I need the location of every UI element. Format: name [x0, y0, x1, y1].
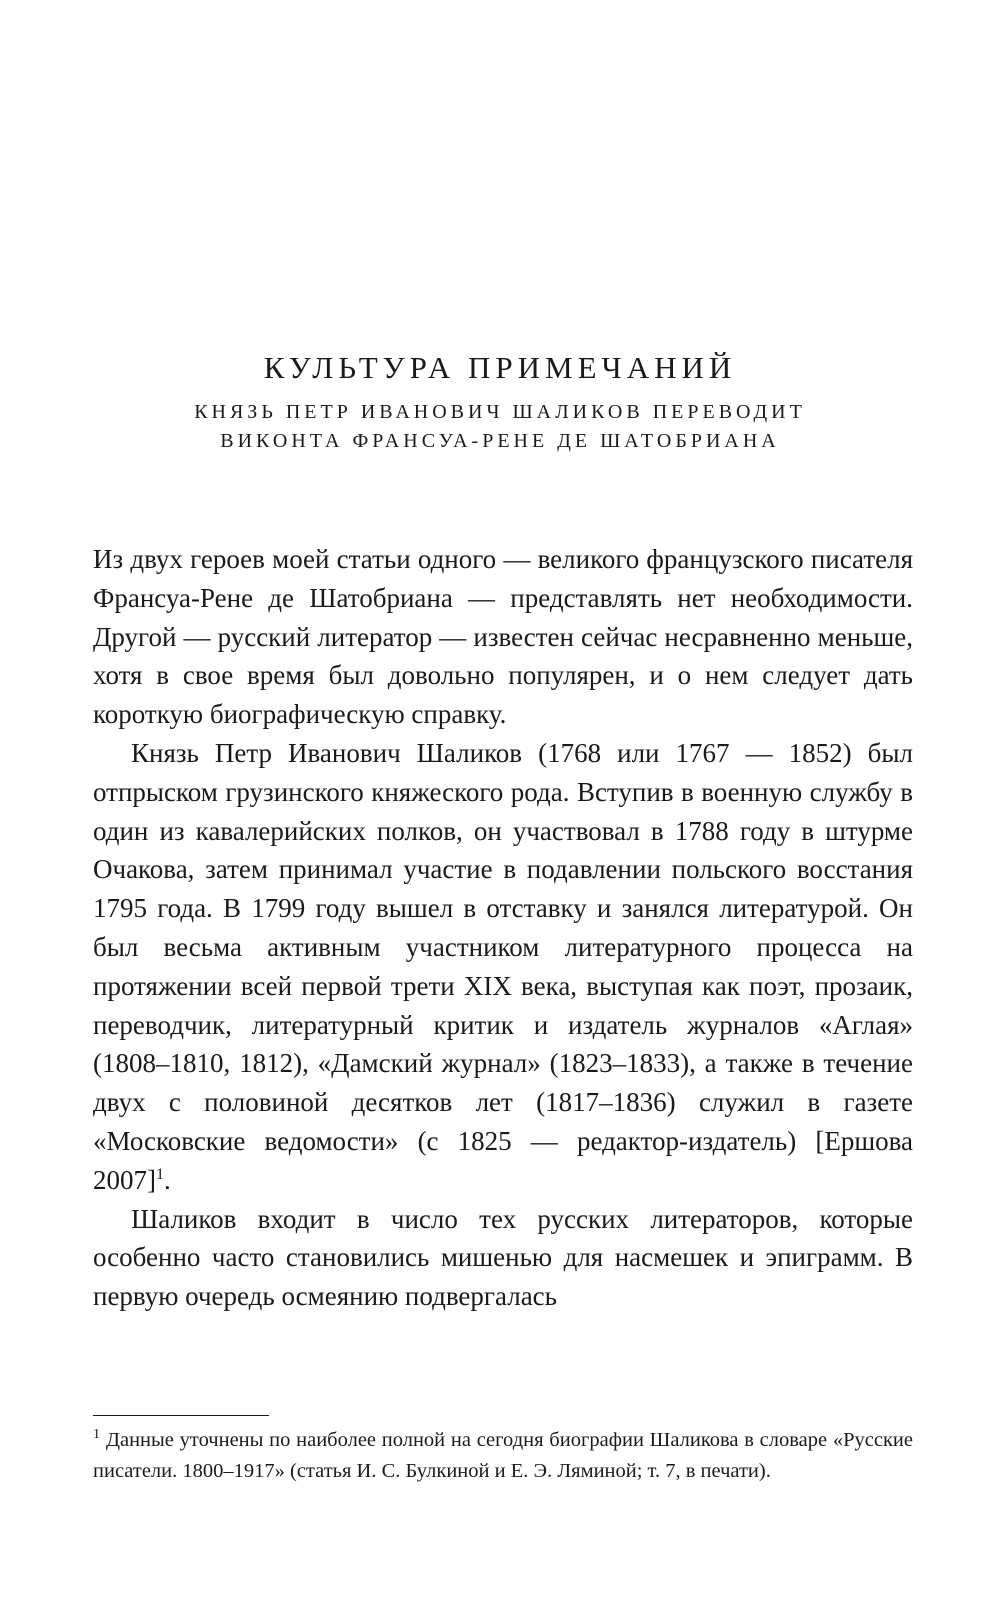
footnote-divider	[93, 1415, 269, 1416]
subtitle-line-2: ВИКОНТА ФРАНСУА-РЕНЕ ДЕ ШАТОБРИАНА	[220, 430, 780, 452]
paragraph-2-end: .	[164, 1164, 171, 1195]
paragraph-2	[93, 734, 913, 1200]
paragraph-2-text: Князь Петр Иванович Шаликов (1768 или 1767 — 1852) был отпрыском грузинского княжеского рода. Вступив в военную службу в один из кавалерийских полков, он участвовал в 1788 году в штурме Очакова, затем принимал участие в подавлении польского восстания 1795 года. В 1799 году вышел в отставку и занялся литературой. Он был весьма активным участником литературного процесса на протяжении всей первой трети XIX века, выступая как поэт, прозаик, переводчик, литературный критик и издатель журналов «Аглая» (1808–1810, 1812), «Дамский журнал» (1823–1833), а также в течение двух с половиной десятков лет (1817–1836) служил в газете «Московские ведомости» (с 1825 — редактор-издатель) [Ершова 2007]	[93, 737, 913, 1195]
footnote-text: Данные уточнены по наиболее полной на сегодня биографии Шаликова в словаре «Русские писатели. 1800–1917» (статья И. С. Булкиной и Е. Э. Ляминой; т. 7, в печати).	[93, 1429, 913, 1482]
footnote	[93, 1425, 913, 1486]
chapter-title: КУЛЬТУРА ПРИМЕЧАНИЙ	[263, 350, 737, 385]
footnote-reference[interactable]: 1	[156, 1165, 164, 1183]
footnote-marker: 1	[93, 1427, 100, 1443]
body-text	[93, 540, 913, 1316]
paragraph-1: Из двух героев моей статьи одного — великого французского писателя Франсуа-Рене де Шатобриана — представлять нет необходимости. Другой — русский литератор — известен сейчас несравненно меньше, хотя в свое время был довольно популярен, и о нем следует дать короткую биографическую справку.	[93, 544, 913, 730]
paragraph-3: Шаликов входит в число тех русских литераторов, которые особенно часто становились мишенью для насмешек и эпиграмм. В первую очередь осмеянию подвергалась	[93, 1203, 913, 1312]
subtitle-line-1: КНЯЗЬ ПЕТР ИВАНОВИЧ ШАЛИКОВ ПЕРЕВОДИТ	[194, 401, 806, 423]
chapter-subtitle	[0, 398, 1000, 456]
